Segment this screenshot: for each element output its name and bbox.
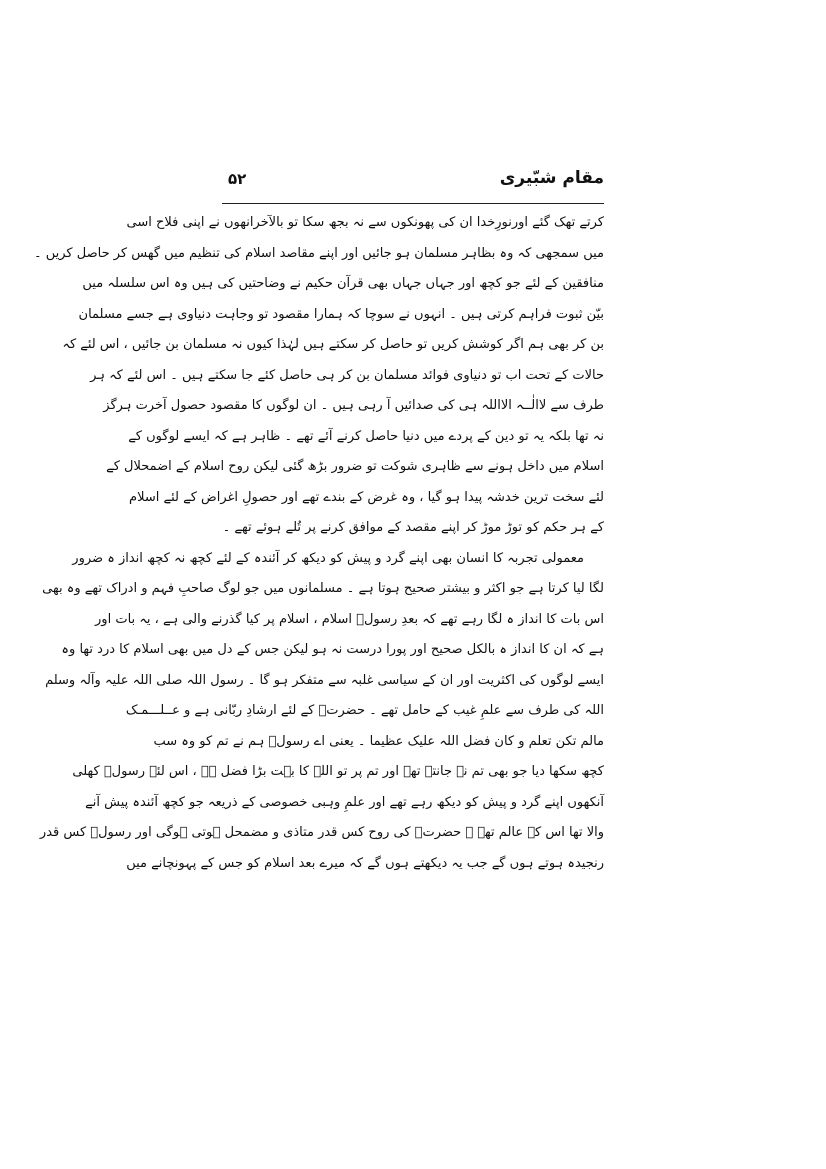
text-line: آنکھوں اپنے گرد و پیش کو دیکھ رہے تھے اور علمِ وہبی خصوصی کے ذریعہ جو کچھ آئندہ پیش آنے xyxy=(85,794,604,810)
text-line: مالم تکن تعلم و کان فضل اللہ علیک عظیما ۔ یعنی اے رسولؐ ہم نے تم کو وہ سب xyxy=(153,733,604,749)
text-line: بیّن ثبوت فراہم کرتی ہیں ۔ انہوں نے سوچا کہ ہمارا مقصود تو وجاہت دنیاوی ہے جسے مسلمان xyxy=(78,306,604,322)
text-line: نہ تھا بلکہ یہ تو دین کے پردے میں دنیا حاصل کرنے آئے تھے ۔ ظاہر ہے کہ ایسے لوگوں کے xyxy=(128,428,604,444)
text-line: لئے سخت ترین خدشہ پیدا ہو گیا ، وہ غرض کے بندے تھے اور حصولِ اغراض کے لئے اسلام xyxy=(129,489,604,505)
paragraph-2 xyxy=(39,544,604,880)
text-line: ایسے لوگوں کی اکثریت اور ان کے سیاسی غلبہ سے متفکر ہو گا ۔ رسول اللہ صلی اللہ علیہ وآلہ وسلم xyxy=(45,672,604,688)
text-line: اللہ کی طرف سے علمِ غیب کے حامل تھے ۔ حضرتؐ کے لئے ارشادِ ربّانی ہے و عــلـــمـک xyxy=(125,703,604,718)
text-line: کرتے تھک گئے اورنورِخدا ان کی پھونکوں سے نہ بجھ سکا تو بالآخرانھوں نے اپنی فلاح اسی xyxy=(126,215,604,230)
text-line: معمولی تجربہ کا انسان بھی اپنے گرد و پیش کو دیکھ کر آئندہ کے لئے کچھ نہ کچھ انداز ہ ضرور xyxy=(72,550,584,566)
page-header xyxy=(222,168,604,204)
text-line: رنجیدہ ہوتے ہوں گے جب یہ دیکھتے ہوں گے کہ میرے بعد اسلام کو جس کے پہونچانے میں xyxy=(126,855,604,871)
text-line: کچھ سکھا دیا جو بھی تم نہ جانتے تھے اور تم پر تو اللہ کا بہت بڑا فضل ہے ، اس لئے رسولؐ کھلی xyxy=(72,764,604,779)
running-title: مقام شبّیری xyxy=(499,168,604,188)
text-line: میں سمجھی کہ وہ بظاہر مسلمان ہو جائیں اور اپنے مقاصد اسلام کی تنظیم میں گھس کر حاصل کریں ۔ xyxy=(33,245,604,261)
text-line: منافقین کے لئے جو کچھ اور جہاں جہاں بھی قرآن حکیم نے وضاحتیں کی ہیں وہ اس سلسلہ میں xyxy=(82,276,604,291)
text-line: طرف سے لاالٰــہ الااللہ ہی کی صدائیں آ رہی ہیں ۔ ان لوگوں کا مقصود حصول آخرت ہرگز xyxy=(103,398,604,413)
text-line: بن کر بھی ہم اگر کوشش کریں تو حاصل کر سکتے ہیں لہٰذا کیوں نہ مسلمان بن جائیں ، اس لئے کہ xyxy=(62,337,604,352)
body-text xyxy=(33,208,604,1008)
text-line: اس بات کا انداز ہ لگا رہے تھے کہ بعدِ رسولؐ اسلام ، اسلام پر کیا گذرنے والی ہے ، یہ بات اور xyxy=(95,611,604,627)
text-line: حالات کے تحت اب تو دنیاوی فوائد مسلمان بن کر ہی حاصل کئے جا سکتے ہیں ۔ اس لئے کہ ہر xyxy=(90,367,604,383)
text-line: اسلام میں داخل ہونے سے ظاہری شوکت تو ضرور بڑھ گئی لیکن روح اسلام کے اضمحلال کے xyxy=(106,459,604,474)
paragraph-1 xyxy=(33,208,604,544)
header-rule xyxy=(222,203,604,204)
text-line: ہے کہ ان کا انداز ہ بالکل صحیح اور پورا درست نہ ہو لیکن جس کے دل میں بھی اسلام کا درد تھا وہ xyxy=(61,642,604,657)
text-line: لگا لیا کرتا ہے جو اکثر و بیشتر صحیح ہوتا ہے ۔ مسلمانوں میں جو لوگ صاحبِ فہم و ادراک تھے وہ بھی xyxy=(42,581,604,596)
text-line: والا تھا اس کے عالم تھے ۔ حضرتؐ کی روح کس قدر متاذی و مضمحل ہوتی ہوگی اور رسولؐ کس قدر xyxy=(39,825,604,840)
page-number: ۵۲ xyxy=(228,170,247,188)
text-line: کے ہر حکم کو توڑ موڑ کر اپنے مقصد کے موافق کرنے پر تُلے ہوئے تھے ۔ xyxy=(222,520,604,535)
